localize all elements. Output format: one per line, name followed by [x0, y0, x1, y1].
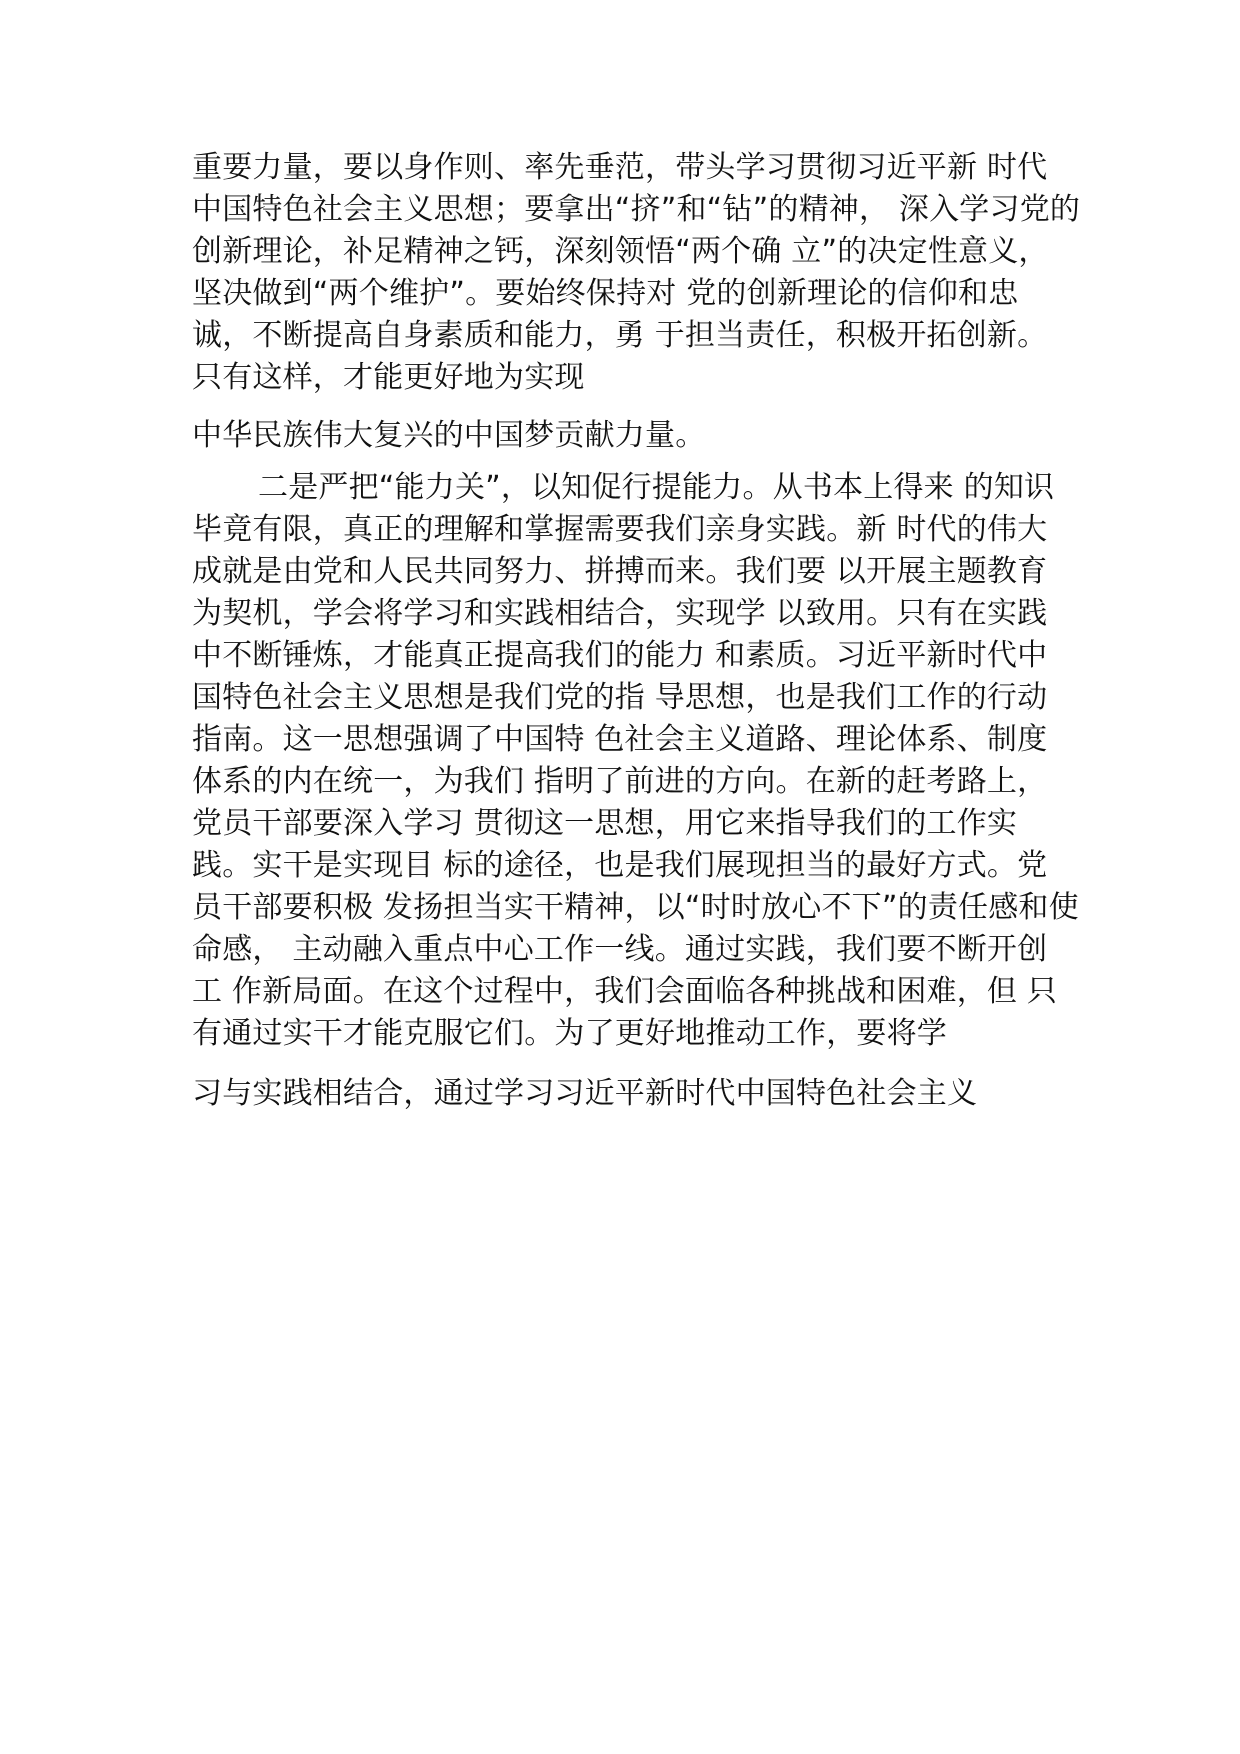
- text-line: 习与实践相结合，通过学习习近平新时代中国特色社会主义: [192, 1076, 978, 1111]
- text-line: 国特色社会主义思想是我们党的指 导思想，也是我们工作的行动: [192, 680, 1048, 715]
- text-line: 只有这样，才能更好地为实现: [192, 360, 585, 395]
- paragraph-first-line: 二是严把“能力关”，以知促行提能力。从书本上得来 的知识: [258, 470, 1055, 505]
- text-line: 为契机，学会将学习和实践相结合，实现学 以致用。只有在实践: [192, 596, 1048, 631]
- text-line: 命感， 主动融入重点中心工作一线。通过实践，我们要不断开创: [192, 932, 1048, 967]
- text-line: 中不断锤炼，才能真正提高我们的能力 和素质。习近平新时代中: [192, 638, 1048, 673]
- text-line: 中国特色社会主义思想；要拿出“挤”和“钻”的精神， 深入学习党的: [192, 192, 1081, 227]
- text-line: 员干部要积极 发扬担当实干精神，以“时时放心不下”的责任感和使: [192, 890, 1079, 925]
- text-line: 中华民族伟大复兴的中国梦贡献力量。: [192, 418, 706, 453]
- text-line: 党员干部要深入学习 贯彻这一思想，用它来指导我们的工作实: [192, 806, 1018, 841]
- text-line: 指南。这一思想强调了中国特 色社会主义道路、理论体系、制度: [192, 722, 1048, 757]
- text-line: 有通过实干才能克服它们。为了更好地推动工作，要将学: [192, 1016, 947, 1051]
- text-line: 重要力量，要以身作则、率先垂范，带头学习贯彻习近平新 时代: [192, 150, 1048, 185]
- text-line: 创新理论，补足精神之钙，深刻领悟“两个确 立”的决定性意义，: [192, 234, 1049, 269]
- text-line: 毕竟有限，真正的理解和掌握需要我们亲身实践。新 时代的伟大: [192, 512, 1048, 547]
- text-line: 诚，不断提高自身素质和能力，勇 于担当责任，积极开拓创新。: [192, 318, 1048, 353]
- text-line: 工 作新局面。在这个过程中，我们会面临各种挑战和困难，但 只: [192, 974, 1058, 1009]
- text-line: 践。实干是实现目 标的途径，也是我们展现担当的最好方式。党: [192, 848, 1048, 883]
- text-line: 体系的内在统一，为我们 指明了前进的方向。在新的赶考路上，: [192, 764, 1048, 799]
- text-line: 成就是由党和人民共同努力、拼搏而来。我们要 以开展主题教育: [192, 554, 1048, 589]
- text-line: 坚决做到“两个维护”。要始终保持对 党的创新理论的信仰和忠: [192, 276, 1019, 311]
